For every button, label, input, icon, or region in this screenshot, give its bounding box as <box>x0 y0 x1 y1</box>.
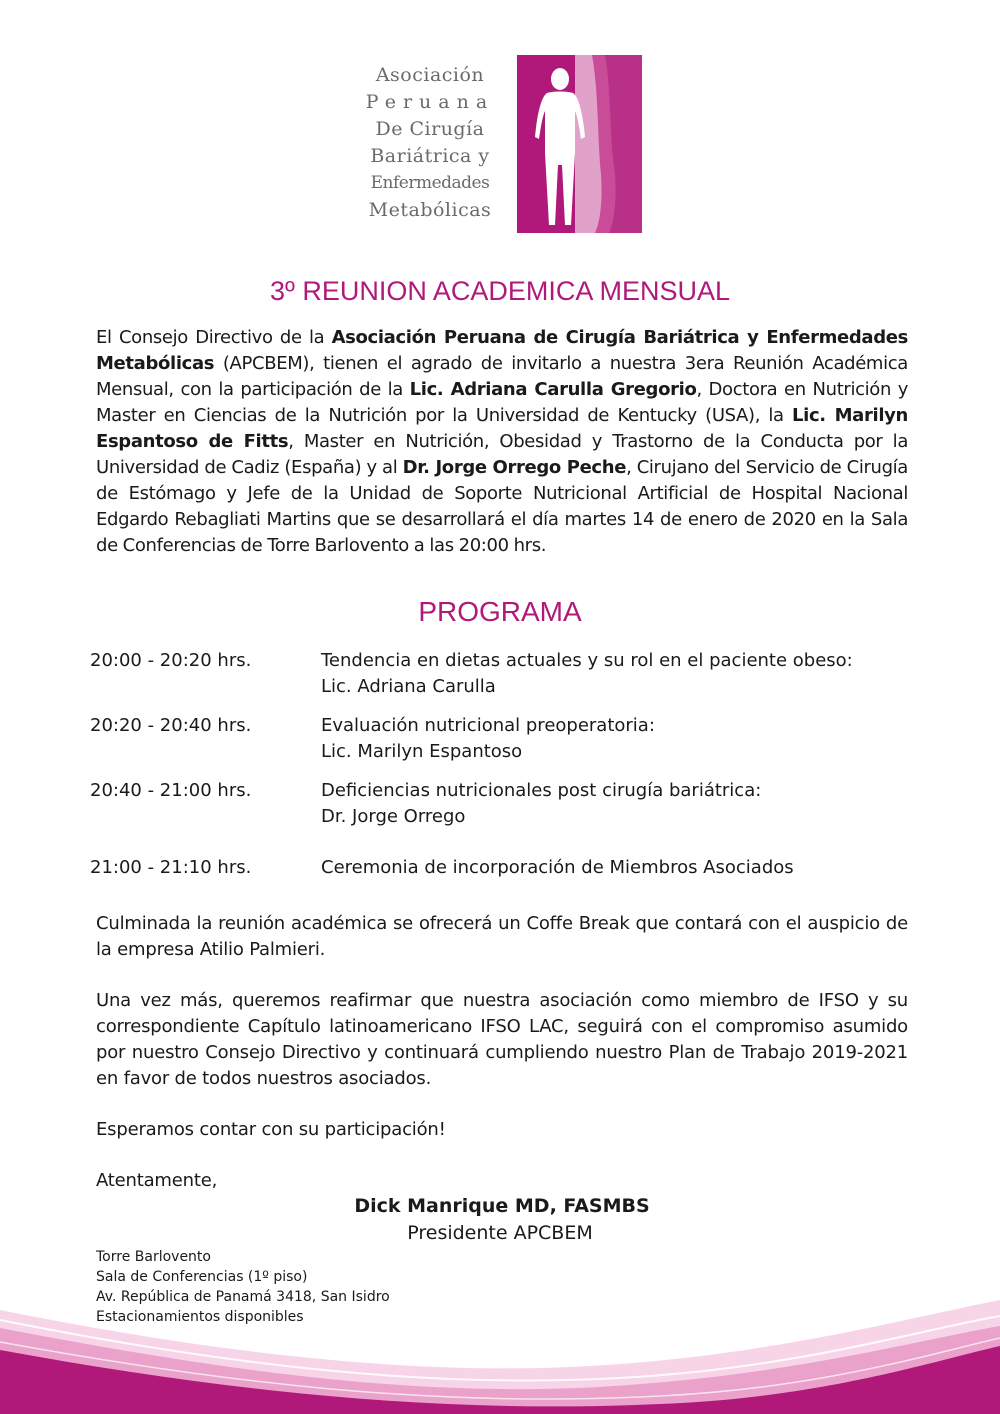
signature-name: Dick Manrique MD, FASMBS <box>354 1195 650 1217</box>
intro-paragraph <box>96 325 908 559</box>
schedule-speaker: Lic. Marilyn Espantoso <box>321 741 523 762</box>
programa-heading: PROGRAMA <box>418 596 582 627</box>
commitment-paragraph: Una vez más, queremos reafirmar que nuestra asociación como miembro de IFSO y su correspondiente Capítulo latinoamericano IFSO LAC, seguirá con el compromiso asumido por nuestro Consejo Directivo y continuará cumpliendo nuestro Plan de Trabajo 2019-2021 en favor de todos nuestros asociados. <box>96 990 908 1089</box>
schedule-topic: Deficiencias nutricionales post cirugía bariátrica: <box>321 780 762 801</box>
intro-speaker-3: Dr. Jorge Orrego Peche <box>402 457 627 478</box>
salutation: Atentamente, <box>96 1170 218 1191</box>
logo-wordmark <box>355 62 505 224</box>
schedule-topic: Evaluación nutricional preoperatoria: <box>321 715 655 736</box>
logo-line-4: Bariátrica y <box>370 145 490 167</box>
signature-role: Presidente APCBEM <box>407 1222 593 1244</box>
intro-speaker-1: Lic. Adriana Carulla Gregorio <box>409 379 697 400</box>
address-line: Torre Barlovento <box>96 1249 211 1265</box>
logo-line-2: Peruana <box>365 91 495 113</box>
address-line: Av. República de Panamá 3418, San Isidro <box>96 1289 390 1305</box>
intro-association-name: Asociación Peruana de Cirugía Bariátrica y Enfermedades Metabólicas <box>96 327 908 374</box>
address-line: Estacionamientos disponibles <box>96 1309 304 1325</box>
address-line: Sala de Conferencias (1º piso) <box>96 1269 308 1285</box>
schedule-description <box>321 778 761 830</box>
intro-text-5: , Cirujano del Servicio de Cirugía de Estómago y Jefe de la Unidad de Soporte Nutricional Artificial de Hospital Nacional Edgardo Rebagliati Martins que se desarrollará el día martes 14 de enero de 2020 en la Sala de Conferencias de Torre Barlovento a las 20:00 hrs. <box>96 457 908 556</box>
closing-paragraph: Esperamos contar con su participación! <box>96 1119 446 1140</box>
schedule-topic: Ceremonia de incorporación de Miembros Asociados <box>321 857 794 878</box>
logo-line-3: De Cirugía <box>375 118 485 140</box>
schedule-speaker: Lic. Adriana Carulla <box>321 676 496 697</box>
schedule-time: 20:20 - 20:40 hrs. <box>90 715 252 736</box>
logo-line-1: Asociación <box>375 64 485 86</box>
intro-text-3: , Doctora en Nutrición y Master en Ciencias de la Nutrición por la Universidad de Kentucky (USA), la <box>96 379 909 426</box>
logo-line-6: Metabólicas <box>368 199 492 221</box>
schedule-description <box>321 855 794 881</box>
schedule-description <box>321 713 655 765</box>
decorative-wave-footer <box>0 1280 1000 1414</box>
schedule-topic: Tendencia en dietas actuales y su rol en el paciente obeso: <box>321 650 853 671</box>
logo-line-5: Enfermedades <box>370 173 490 193</box>
schedule-speaker: Dr. Jorge Orrego <box>321 806 466 827</box>
page-title: 3º REUNION ACADEMICA MENSUAL <box>270 276 730 306</box>
schedule-time: 20:40 - 21:00 hrs. <box>90 780 252 801</box>
association-logo <box>340 50 670 240</box>
schedule-time: 21:00 - 21:10 hrs. <box>90 857 252 878</box>
human-figure-icon <box>517 55 642 233</box>
schedule-time: 20:00 - 20:20 hrs. <box>90 650 252 671</box>
intro-text-2: (APCBEM), tienen el agrado de invitarlo a nuestra 3era Reunión Académica Mensual, con la participación de la <box>96 353 908 400</box>
intro-text-1: El Consejo Directivo de la <box>96 327 332 348</box>
intro-text-4: , Master en Nutrición, Obesidad y Trastorno de la Conducta por la Universidad de Cadiz (España) y al <box>96 431 909 478</box>
coffee-break-paragraph: Culminada la reunión académica se ofrecerá un Coffe Break que contará con el auspicio de la empresa Atilio Palmieri. <box>96 913 908 960</box>
intro-speaker-2: Lic. Marilyn Espantoso de Fitts <box>96 405 908 452</box>
schedule-description <box>321 648 853 700</box>
